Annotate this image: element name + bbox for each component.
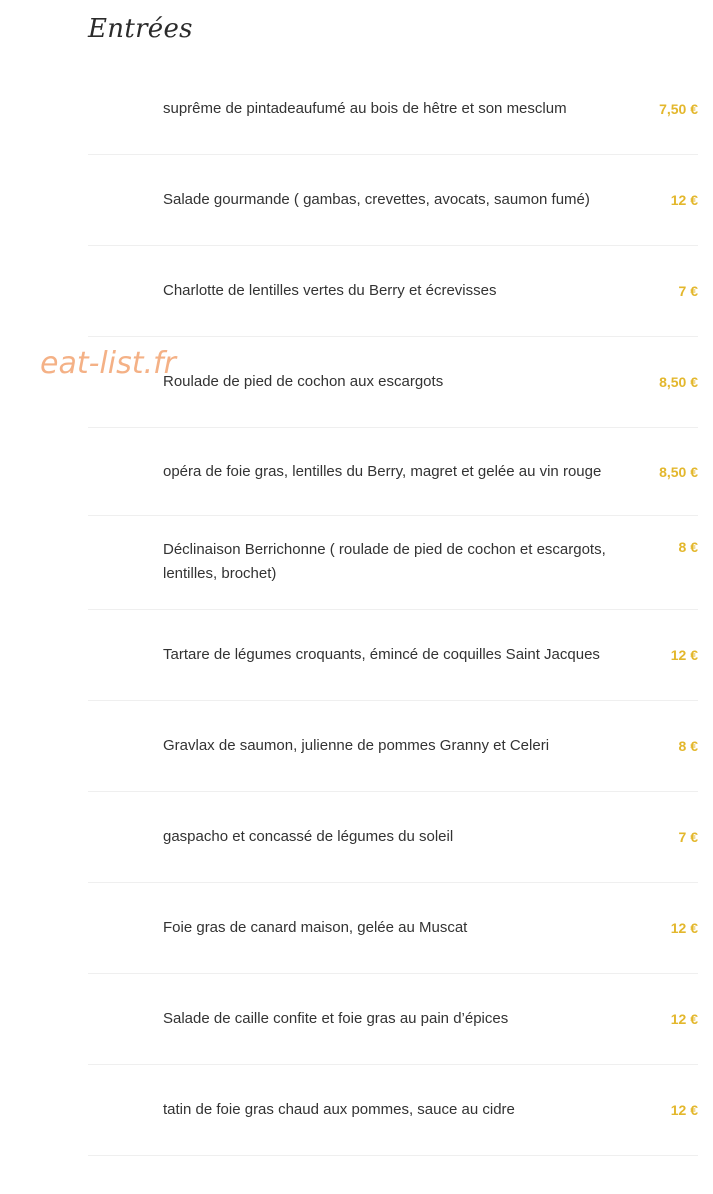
menu-item-price: 12 € <box>670 920 698 936</box>
menu-item-name: Foie gras de canard maison, gelée au Muscat <box>163 919 468 936</box>
menu-item-price: 8,50 € <box>659 463 698 480</box>
menu-item <box>88 246 698 337</box>
menu-item-price: 7 € <box>678 283 698 299</box>
menu-item-name: tatin de foie gras chaud aux pommes, sauce au cidre <box>163 1101 515 1118</box>
menu-item <box>88 701 698 792</box>
menu-item-name: Charlotte de lentilles vertes du Berry et écrevisses <box>163 282 497 299</box>
menu-item-name: Déclinaison Berrichonne ( roulade de pied de cochon et escargots, lentilles, brochet) <box>163 541 606 582</box>
menu-item-price: 7 € <box>678 829 698 845</box>
menu-item <box>88 155 698 246</box>
menu-item <box>88 64 698 155</box>
menu-item <box>88 792 698 883</box>
menu-item <box>88 883 698 974</box>
menu-item-name: Tartare de légumes croquants, émincé de coquilles Saint Jacques <box>163 646 600 663</box>
menu-item-name: Gravlax de saumon, julienne de pommes Granny et Celeri <box>163 737 550 754</box>
menu-item-name: Salade de caille confite et foie gras au pain d’épices <box>163 1010 509 1027</box>
menu-item-price: 7,50 € <box>659 101 698 117</box>
menu-item-price: 8,50 € <box>659 374 698 390</box>
menu-list <box>88 64 698 1156</box>
menu-item-name: gaspacho et concassé de légumes du soleil <box>163 828 454 845</box>
menu-item-price: 8 € <box>678 738 698 754</box>
menu-item-name: Roulade de pied de cochon aux escargots <box>163 373 444 390</box>
menu-item-price: 12 € <box>670 1102 698 1118</box>
menu-item-name: suprême de pintadeaufumé au bois de hêtre et son mesclum <box>163 100 567 117</box>
menu-item <box>88 974 698 1065</box>
menu-item <box>88 428 698 516</box>
menu-item <box>88 1065 698 1156</box>
menu-item-price: 8 € <box>678 539 698 555</box>
menu-item-name: Salade gourmande ( gambas, crevettes, avocats, saumon fumé) <box>163 191 590 208</box>
menu-item-price: 12 € <box>670 647 698 663</box>
section-title: Entrées <box>88 14 193 44</box>
menu-item <box>88 610 698 701</box>
watermark: eat-list.fr <box>40 346 176 381</box>
menu-item <box>88 337 698 428</box>
menu-item-price: 12 € <box>670 1011 698 1027</box>
menu-item <box>88 516 698 610</box>
menu-item-price: 12 € <box>670 192 698 208</box>
menu-item-name: opéra de foie gras, lentilles du Berry, magret et gelée au vin rouge <box>163 462 602 480</box>
